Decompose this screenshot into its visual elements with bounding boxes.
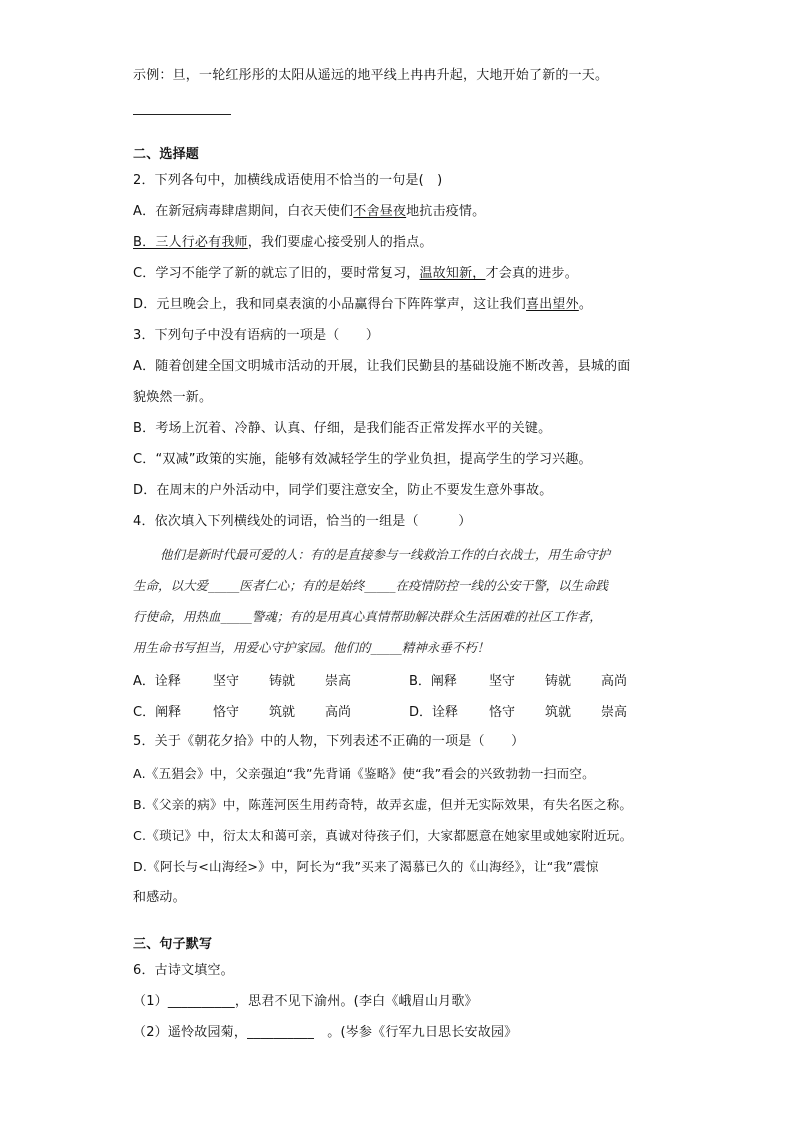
q4-d-word-3: 筑就	[545, 705, 572, 720]
q4-b-word-3: 铸就	[545, 674, 572, 689]
q4-a-word-1: A．诠释	[133, 674, 181, 689]
q5-stem: 5．关于《朝花夕拾》中的人物，下列表述不正确的一项是（ ）	[133, 734, 525, 749]
q3-stem: 3．下列句子中没有语病的一项是（ ）	[133, 328, 380, 343]
section-3-title: 三、句子默写	[133, 937, 213, 952]
q5-option-a: A.《五猖会》中，父亲强迫“我”先背诵《鉴略》使“我”看会的兴致勃勃一扫而空。	[133, 766, 595, 781]
q6-stem: 6．古诗文填空。	[133, 963, 234, 978]
q4-b-word-2: 坚守	[489, 674, 516, 689]
q2-option-c	[133, 265, 578, 283]
q4-passage-line-2: 生命，以大爱_____医者仁心；有的是始终_____在疫情防控一线的公安干警，以生命践	[133, 578, 609, 593]
q5-option-c: C.《琐记》中，衍太太和蔼可亲，真诚对待孩子们，大家都愿意在她家里或她家附近玩。	[133, 828, 633, 843]
q4-c-word-2: 恪守	[213, 705, 240, 720]
q2-d-underlined: 喜出望外	[526, 297, 579, 312]
q4-option-d	[409, 701, 627, 720]
q4-c-word-3: 筑就	[269, 705, 296, 720]
q2-option-d	[133, 296, 592, 314]
q3-option-a-cont: 貌焕然一新。	[133, 390, 213, 405]
q6-item-1: （1）__________，思君不见下渝州。(李白《峨眉山月歌》	[133, 994, 478, 1009]
q4-a-word-4: 崇高	[325, 674, 352, 689]
example-sentence: 示例：旦，一轮红彤彤的太阳从遥远的地平线上冉冉升起，大地开始了新的一天。	[133, 68, 609, 83]
q4-option-c	[133, 701, 351, 720]
q4-d-word-4: 崇高	[601, 705, 628, 720]
q3-option-a: A．随着创建全国文明城市活动的开展，让我们民勤县的基础设施不断改善，县城的面	[133, 359, 631, 374]
q2-d-text: D．元旦晚会上，我和同桌表演的小品赢得台下阵阵掌声，这让我们	[133, 297, 527, 312]
q2-a-text: A．在新冠病毒肆虐期间，白衣天使们	[133, 204, 354, 219]
q4-b-word-4: 高尚	[601, 674, 628, 689]
q4-b-word-1: B．阐释	[409, 674, 457, 689]
q2-a-underlined: 不舍昼夜	[353, 204, 407, 219]
q5-option-d-cont: 和感动。	[133, 890, 186, 905]
q2-b-text-end: ，我们要虚心接受别人的指点。	[247, 235, 433, 250]
q4-passage-line-4: 用生命书写担当，用爱心守护家园。他们的_____精神永垂不朽！	[133, 640, 490, 655]
q4-passage-line-1: 他们是新时代最可爱的人：有的是直接参与一线救治工作的白衣战士，用生命守护	[160, 547, 611, 562]
q4-c-word-1: C．阐释	[133, 705, 182, 720]
q4-d-word-1: D．诠释	[409, 705, 459, 720]
q2-c-text-end: 才会真的进步。	[485, 266, 578, 281]
section-2-title: 二、选择题	[133, 147, 200, 162]
q2-a-text-end: 地抗击疫情。	[406, 204, 486, 219]
q4-option-a	[133, 670, 351, 689]
q4-c-word-4: 高尚	[325, 705, 352, 720]
answer-blank-line	[133, 114, 231, 115]
q2-option-a	[133, 203, 485, 221]
q3-option-d: D．在周末的户外活动中，同学们要注意安全，防止不要发生意外事故。	[133, 483, 553, 498]
q4-stem: 4．依次填入下列横线处的词语，恰当的一组是（ ）	[133, 514, 472, 529]
q4-option-b	[409, 670, 627, 689]
q2-b-underlined: B．三人行必有我师	[133, 235, 248, 250]
q3-option-c: C．“双减”政策的实施，能够有效减轻学生的学业负担，提高学生的学习兴趣。	[133, 452, 592, 467]
q2-stem: 2．下列各句中，加横线成语使用不恰当的一句是( )	[133, 173, 443, 188]
q4-a-word-3: 铸就	[269, 674, 296, 689]
q4-a-word-2: 坚守	[213, 674, 240, 689]
q5-option-d: D.《阿长与<山海经>》中，阿长为“我”买来了渴慕已久的《山海经》，让“我”震惊	[133, 859, 599, 874]
q4-d-word-2: 恪守	[489, 705, 516, 720]
q2-option-b	[133, 234, 433, 252]
q6-item-2: （2）遥怜故园菊，__________ 。(岑参《行军九日思长安故园》	[133, 1025, 518, 1040]
q2-c-text: C．学习不能学了新的就忘了旧的，要时常复习，	[133, 266, 420, 281]
q5-option-b: B.《父亲的病》中，陈莲河医生用药奇特，故弄玄虚，但并无实际效果，有失名医之称。	[133, 797, 633, 812]
q2-d-text-end: 。	[578, 297, 593, 312]
q3-option-b: B．考场上沉着、冷静、认真、仔细，是我们能否正常发挥水平的关键。	[133, 421, 552, 436]
q4-passage-line-3: 行使命，用热血_____警魂；有的是用真心真情帮助解决群众生活困难的社区工作者，	[133, 609, 602, 624]
q2-c-underlined: 温故知新，	[419, 266, 486, 281]
